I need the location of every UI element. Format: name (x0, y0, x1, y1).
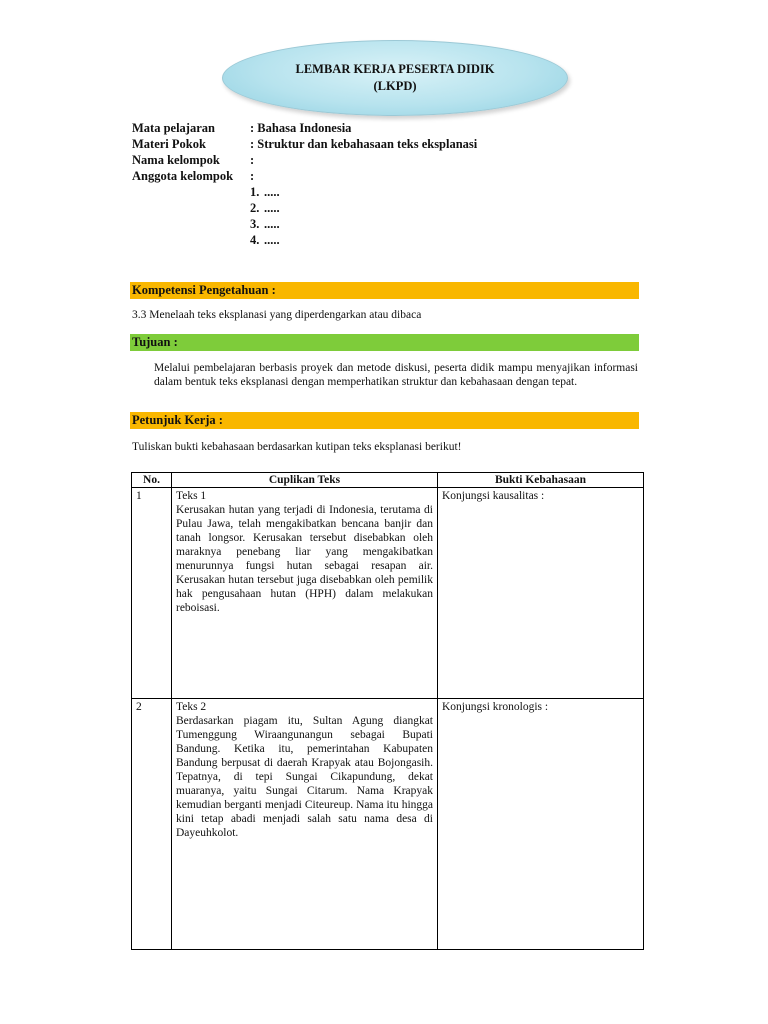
info-label: Nama kelompok (132, 153, 220, 167)
title-banner (222, 40, 568, 116)
petunjuk-heading: Petunjuk Kerja : (130, 412, 639, 429)
member-value: ..... (264, 217, 280, 231)
header-no: No. (132, 473, 172, 488)
member-value: ..... (264, 201, 280, 215)
member-item (250, 201, 280, 216)
excerpt-cell (172, 699, 438, 950)
header-cuplikan: Cuplikan Teks (172, 473, 438, 488)
tujuan-heading: Tujuan : (130, 334, 639, 351)
info-label: Materi Pokok (132, 137, 206, 151)
excerpt-text: Kerusakan hutan yang terjadi di Indonesia, terutama di Pulau Jawa, telah mengakibatkan bencana banjir dan tanah longsor. Kerusakan tersebut disebabkan oleh maraknya penebang liar yang mengakibatkan menurunnya fungsi hutan sebagai resapan air. Kerusakan hutan tersebut juga disebabkan oleh pemilik hak pengusahaan hutan (HPH) dalam melakukan reboisasi. (176, 504, 433, 614)
member-item (250, 217, 280, 232)
kompetensi-text: 3.3 Menelaah teks eksplanasi yang diperdengarkan atau dibaca (132, 309, 422, 321)
info-value: : (250, 169, 255, 183)
petunjuk-text: Tuliskan bukti kebahasaan berdasarkan kutipan teks eksplanasi berikut! (132, 441, 462, 453)
excerpt-title: Teks 2 (176, 701, 207, 713)
member-value: ..... (264, 233, 280, 247)
evidence-cell[interactable] (438, 699, 644, 950)
title-sub: (LKPD) (373, 79, 417, 93)
worksheet-table (131, 472, 644, 950)
evidence-label: Konjungsi kronologis : (442, 701, 549, 713)
info-value: : (250, 153, 255, 167)
info-value: : Bahasa Indonesia (250, 121, 352, 135)
header-bukti: Bukti Kebahasaan (438, 473, 644, 488)
evidence-label: Konjungsi kausalitas : (442, 490, 545, 502)
row-number: 2 (132, 699, 172, 950)
excerpt-cell (172, 488, 438, 699)
row-number: 1 (132, 488, 172, 699)
member-number: 3. (250, 217, 260, 231)
title-main: LEMBAR KERJA PESERTA DIDIK (295, 62, 495, 76)
member-value: ..... (264, 185, 280, 199)
table-row (132, 699, 644, 950)
info-label: Anggota kelompok (132, 169, 234, 183)
excerpt-text: Berdasarkan piagam itu, Sultan Agung diangkat Tumenggung Wiraangunangun sebagai Bupati Bandung. Ketika itu, pemerintahan Kabupaten Bandung berpusat di daerah Krapyak atau Bojongasih. Tepatnya, di tepi Sungai Cikapundung, dekat muaranya, yaitu Sungai Citarum. Nama Krapyak kemudian berganti menjadi Citeureup. Nama itu hingga kini tetap abadi menjadi salah satu nama desa di Dayeuhkolot. (176, 715, 433, 839)
member-item (250, 185, 280, 200)
member-number: 4. (250, 233, 260, 247)
member-number: 2. (250, 201, 260, 215)
info-label: Mata pelajaran (132, 121, 215, 135)
tujuan-text: Melalui pembelajaran berbasis proyek dan metode diskusi, peserta didik mampu menyajikan informasi dalam bentuk teks eksplanasi dengan memperhatikan struktur dan kebahasaan dengan tepat. (154, 362, 638, 388)
excerpt-title: Teks 1 (176, 490, 207, 502)
evidence-cell[interactable] (438, 488, 644, 699)
member-item (250, 233, 280, 248)
table-header-row (132, 473, 644, 488)
kompetensi-heading: Kompetensi Pengetahuan : (130, 282, 639, 299)
member-number: 1. (250, 185, 260, 199)
info-value: : Struktur dan kebahasaan teks eksplanasi (250, 137, 478, 151)
table-row (132, 488, 644, 699)
